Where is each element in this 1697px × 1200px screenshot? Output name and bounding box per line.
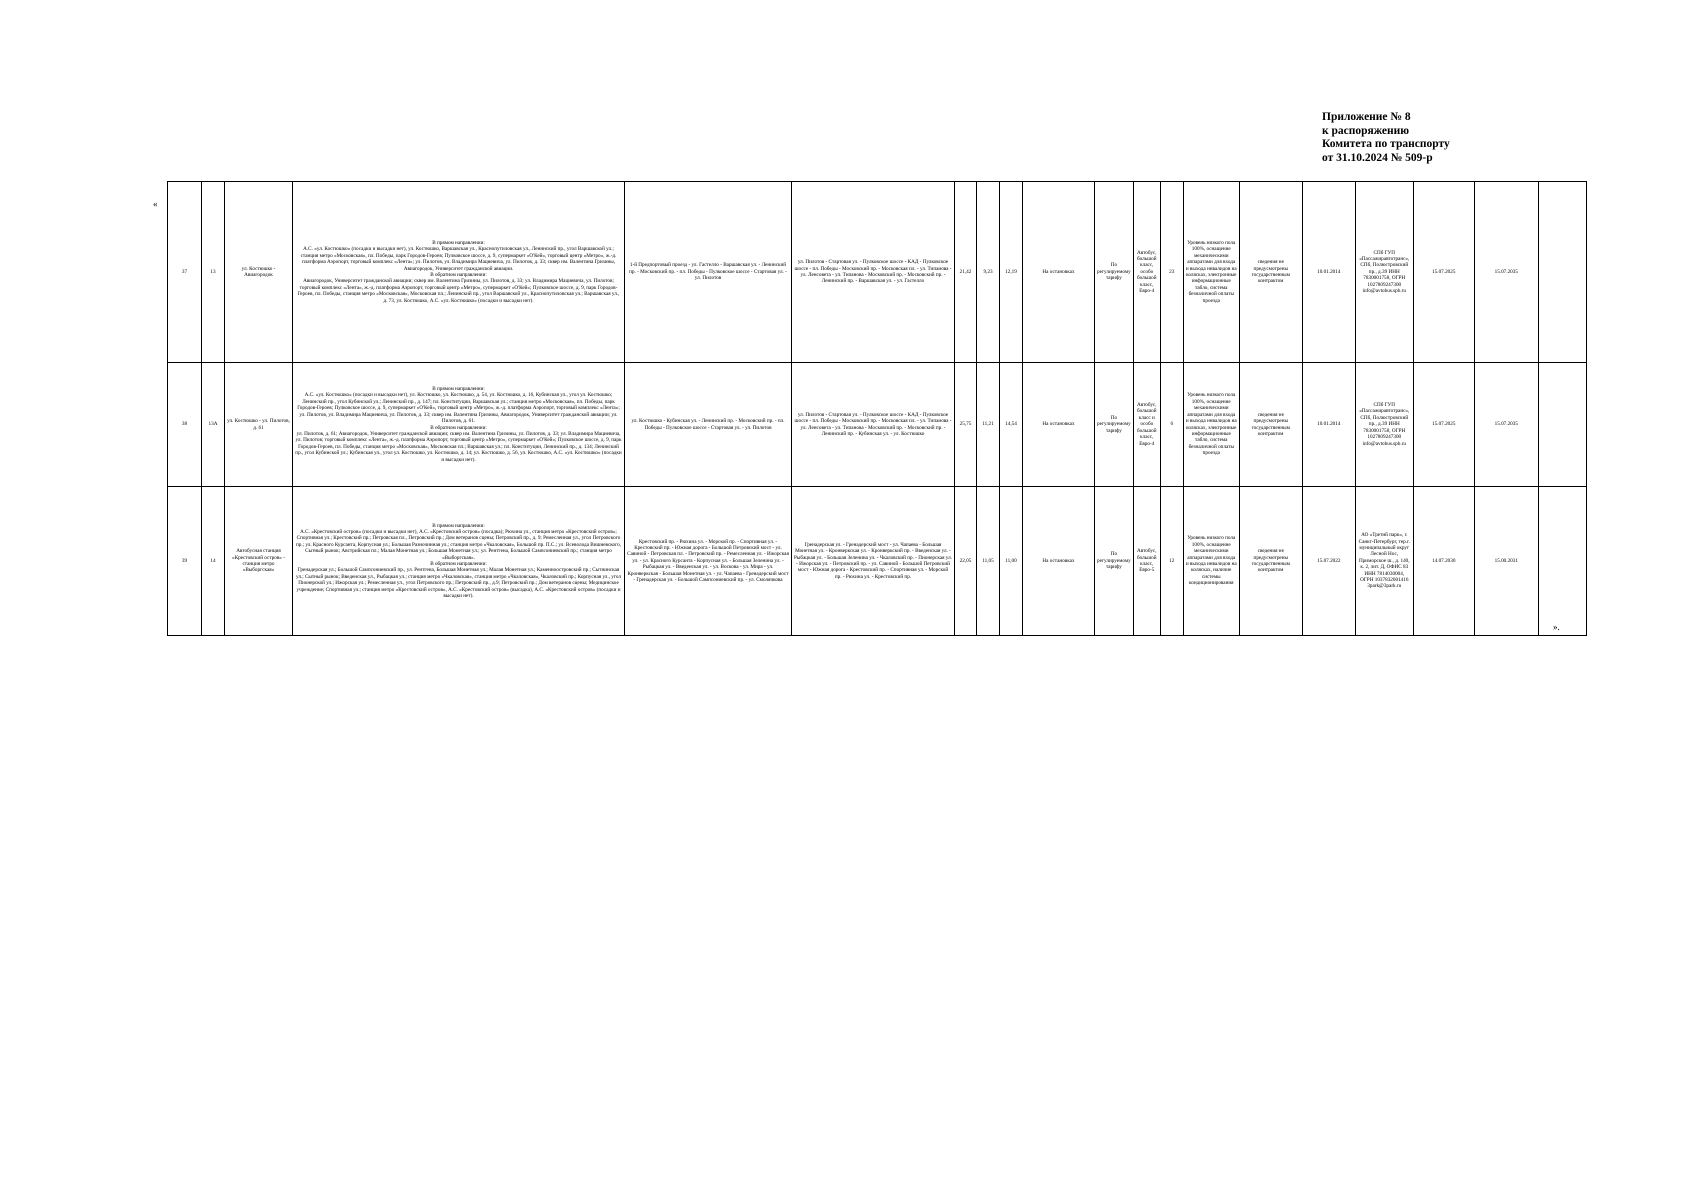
vehicle-count: 6	[1160, 363, 1183, 487]
table-row	[168, 487, 1587, 636]
forward-path: ул. Костюшко - Кубинская ул. - Ленинский пр. - Московский пр. - пл. Победы - Пулковское шоссе - Стартовая ул. - ул. Пилотов	[625, 363, 792, 487]
carrier-info: АО «Третий парк», г. Санкт-Петербург, тер.г. муниципальный округ Лесной Нос, Приморское ш., д. 140, к. 2, лит. Д, ОФИС 83 ИНН 7814030004, ОГРН 1037832001416 3park@3park.ru	[1355, 487, 1413, 636]
vehicle-class: Автобус, большой класс, особо большой класс, Евро-4	[1133, 182, 1160, 363]
tariff-type: По регулируемому тарифу	[1095, 363, 1134, 487]
document-header	[1322, 111, 1450, 165]
vehicle-features: Уровень низкого пола 100%, оснащение механическими аппаратами для входа и выхода инвалидов на колясках, электронные информационные табло, система безналичной оплаты проезда	[1183, 363, 1239, 487]
date-1: 14.07.2030	[1413, 487, 1474, 636]
start-date: 10.01.2014	[1302, 182, 1355, 363]
row-number: 37	[168, 182, 202, 363]
route-number: 13	[202, 182, 225, 363]
carrier-info: СПб ГУП «Пассажиравтотранс», СПб, Полюстровский пр., д.39 ИНН 7830001758, ОГРН 1027809247300 info@avtobus.spb.ru	[1355, 363, 1413, 487]
empty-cell	[1538, 363, 1586, 487]
vehicle-count: 23	[1160, 182, 1183, 363]
route-length-backward: 14,54	[1000, 363, 1023, 487]
tariff-type: По регулируемому тарифу	[1095, 487, 1134, 636]
backward-path: Гренадерская ул. - Гренадерский мост - ул. Чапаева - Большая Монетная ул. - Кронверкская ул. - Кронверкский пр. - Введенская ул. - Рыбацкая ул. - Большая Зеленина ул. - Чкаловский пр. - Пионерская ул. - Ижорская ул. - Петровский пр. - ул. Савиной - Большой Петровский мост - Южная дорога - Крестовский пр. - Спортивная ул. - Морской пр. - Рюхина ул. - Крестовский пр.	[792, 487, 955, 636]
empty-cell	[1538, 182, 1586, 363]
empty-cell	[1538, 487, 1586, 636]
contract-info: сведения не предусмотрены государственным контрактом	[1239, 182, 1302, 363]
vehicle-count: 12	[1160, 487, 1183, 636]
contract-info: сведения не предусмотрены государственным контрактом	[1239, 487, 1302, 636]
route-length-total: 21,42	[955, 182, 977, 363]
forward-path: 1-й Предпортовый проезд - ул. Гастелло - Варшавская ул. - Ленинский пр. - Московский пр. - пл. Победы - Пулковское шоссе - Стартовая ул. - ул. Пилотов	[625, 182, 792, 363]
boarding-order: На остановках	[1023, 363, 1095, 487]
route-number: 13А	[202, 363, 225, 487]
date-1: 15.07.2025	[1413, 182, 1474, 363]
route-name: ул. Костюшко - Авиагородок	[225, 182, 293, 363]
contract-info: сведения не предусмотрены государственным контрактом	[1239, 363, 1302, 487]
stops-list: В прямом направлении: А.С. «ул. Костюшко» (посадки и высадки нет), ул. Костюшко, Варшавская ул., Краснопутиловская ул., Ленинский пр., угол Варшавской ул.; станция метро «Московская», пл. Победы, парк Городов-Героев; Пулковское шоссе, д. 9, супермаркет «О'Кей», торговый центр «Метро», ж.-д. платформа Аэропорт, торговый комплекс «Лента»; ул. Пилотов, ул. Владимира Мациевича, ул. Пилотов, д. 33; сквер им. Валентина Гризины, Авиагородок, Университет гражданской авиации. В обратном направлении: Авиагородок, Университет гражданской авиации; сквер им. Валентина Гризины, ул. Пилотов, д. 33; ул. Владимира Мациевича, ул. Пилотов; торговый комплекс «Лента», ж.-д. платформа Аэропорт, торговый центр «Метро», супермаркет «О'Кей»; Пулковское шоссе, д. 9, парк Городов-Героев, пл. Победы, станция метро «Московская», Московская пл.; Ленинский пр., угол Варшавской ул., Краснопутиловская ул.; Варшавская ул., д. 73, ул. Костюшко, А.С. «ул. Костюшко» (посадки и высадки нет).	[293, 182, 625, 363]
stops-list: В прямом направлении: А.С. «Крестовский остров» (посадки и высадки нет), А.С. «Крестовский остров» (посадка); Рюхина ул., станция метро «Крестовский остров»; Спортивная ул.; Крестовский пр.; Петровская пл., Петровский пр.; Дом ветеранов сцены; Петровский пр., д. 9; Ремесленная ул., угол Петровского пр.; ул. Красного Курсанта, Корпусная ул.; Большая Разночинная ул.; станция метро «Чкаловская», Большой пр. П.С.; ул. Всеволода Вишневского, Сытный рынок; Австрийская пл.; Малая Монетная ул.; Большая Монетная ул.; ул. Рентгена, Большой Сампсониевский пр.; станция метро «Выборгская». В обратном направлении: Гренадерская ул.; Большой Сампсониевский пр., ул. Рентгена, Большая Монетная ул.; Малая Монетная ул.; Каменноостровский пр.; Сытнинская ул.; Сытный рынок; Введенская ул., Рыбацкая ул.; станция метро «Чкаловская», станция метро «Чкаловская», Чкаловский пр.; Корпусная ул., угол Пионерской ул.; Ижорская ул.; Ремесленная ул., угол Петровского пр.; Петровский пр., д.9; Петровский пр.; Дом ветеранов сцены; Медицинское учреждение; Спортивная ул.; станция метро «Крестовский остров», А.С. «Крестовский остров» (высадка), А.С. «Крестовский остров» (посадки и высадки нет).	[293, 487, 625, 636]
route-length-total: 25,75	[955, 363, 977, 487]
header-line-1: Приложение № 8	[1322, 111, 1411, 123]
route-number: 14	[202, 487, 225, 636]
backward-path: ул. Пилотов - Стартовая ул. - Пулковское шоссе - КАД - Пулковское шоссе - пл. Победы - Московский пр. - Московская пл. - ул. Типанова - ул. Ленсовета - ул. Типанова - Московский пр. - Московский пр. - Ленинский пр. - Варшавская ул. - ул. Гастелло	[792, 182, 955, 363]
table-row	[168, 363, 1587, 487]
vehicle-class: Автобус, большой класс и особо большой класс, Евро-4	[1133, 363, 1160, 487]
boarding-order: На остановках	[1023, 487, 1095, 636]
route-length-backward: 11,00	[1000, 487, 1023, 636]
route-length-forward: 11,21	[977, 363, 1000, 487]
opening-quote-mark: «	[153, 199, 158, 209]
vehicle-features: Уровень низкого пола 100%, оснащение механическими аппаратами для входа и выхода инвалидов на колясках, электронные информационные табло, система безналичной оплаты проезда	[1183, 182, 1239, 363]
carrier-info: СПб ГУП «Пассажиравтотранс», СПб, Полюстровский пр., д.39 ИНН 7830001758, ОГРН 1027809247300 info@avtobus.spb.ru	[1355, 182, 1413, 363]
date-2: 15.07.2035	[1474, 363, 1538, 487]
header-line-3: Комитета по транспорту	[1322, 138, 1450, 150]
route-length-forward: 11,05	[977, 487, 1000, 636]
route-length-forward: 9,23	[977, 182, 1000, 363]
row-number: 38	[168, 363, 202, 487]
route-name: Автобусная станция «Крестовский остров» - станция метро «Выборгская»	[225, 487, 293, 636]
forward-path: Крестовский пр. - Рюхина ул. - Морской пр. - Спортивная ул. - Крестовский пр. - Южная дорога - Большой Петровский мост - ул. Савиной - Петровская пл. - Петровский пр. - Ремесленная ул. - Ижорская ул. - ул. Красного Курсанта - Корпусная ул. - Большая Зеленина ул. - Рыбацкая ул. - Введенская ул. - ул. Воскова - ул. Мира - ул. Кронверкская - Большая Монетная ул. - ул. Чапаева - Гренадерский мост - Гренадерская ул. - Большой Сампсониевский пр. - ул. Смолячкова	[625, 487, 792, 636]
stops-list: В прямом направлении: А.С. «ул. Костюшко» (посадки и высадки нет), ул. Костюшко, ул. Костюшко, д. 54, ул. Костюшко, д. 16, Кубинская ул., угол ул. Костюшко; Ленинский пр., угол Кубинской ул.; Ленинский пр., д. 147; пл. Конституции, Варшавская ул.; станция метро «Московская», пл. Победы, парк Городов-Героев; Пулковское шоссе, д. 9, супермаркет «О'Кей», торговый центр «Метро», ж.-д. платформа Аэропорт, торговый комплекс «Лента»; ул. Пилотов, ул. Владимира Мациевича, ул. Пилотов, д. 33; сквер им. Валентина Гризины, Авиагородок, Университет гражданской авиации; ул. Пилотов, д. 61. В обратном направлении: ул. Пилотов, д. 61; Авиагородок, Университет гражданской авиации; сквер им. Валентина Гризины, ул. Пилотов, д. 33; ул. Владимира Мациевича, ул. Пилотов; торговый комплекс «Лента», ж.-д. платформа Аэропорт, торговый центр «Метро», супермаркет «О'Кей»; Пулковское шоссе, д. 9, парк Городов-Героев, пл. Победы, станция метро «Московская», Московская пл.; Варшавская ул.; пл. Конституции, Ленинский пр., д. 134; Ленинский пр., угол Кубинской ул.; Кубинская ул., угол ул. Костюшко, ул. Костюшко, д. 14; ул. Костюшко, д. 56, ул. Костюшко, А.С. «ул. Костюшко» (посадки и высадки нет).	[293, 363, 625, 487]
date-2: 15.07.2035	[1474, 182, 1538, 363]
vehicle-class: Автобус, большой класс, Евро-5	[1133, 487, 1160, 636]
date-2: 15.00.2031	[1474, 487, 1538, 636]
vehicle-features: Уровень низкого пола 100%, оснащение механическими аппаратами для входа и выхода инвалидов на колясках, наличие системы кондиционирования	[1183, 487, 1239, 636]
tariff-type: По регулируемому тарифу	[1095, 182, 1134, 363]
route-name: ул. Костюшко - ул. Пилотов, д. 61	[225, 363, 293, 487]
header-line-2: к распоряжению	[1322, 124, 1410, 137]
table-row	[168, 182, 1587, 363]
header-line-4: от 31.10.2024 № 509-р	[1322, 151, 1433, 164]
backward-path: ул. Пилотов - Стартовая ул. - Пулковское шоссе - КАД - Пулковское шоссе - пл. Победы - Московский пр. - Московская пл. - ул. Типанова - ул. Ленсовета - ул. Типанова - Московский пр. - Московский пр. - Ленинский пр. - Кубинская ул. - ул. Костюшко	[792, 363, 955, 487]
row-number: 39	[168, 487, 202, 636]
route-length-total: 22,05	[955, 487, 977, 636]
routes-table	[167, 181, 1587, 636]
route-length-backward: 12,19	[1000, 182, 1023, 363]
closing-quote-mark: ».	[1553, 622, 1560, 632]
boarding-order: На остановках	[1023, 182, 1095, 363]
date-1: 15.07.2025	[1413, 363, 1474, 487]
start-date: 15.07.2022	[1302, 487, 1355, 636]
start-date: 10.01.2014	[1302, 363, 1355, 487]
